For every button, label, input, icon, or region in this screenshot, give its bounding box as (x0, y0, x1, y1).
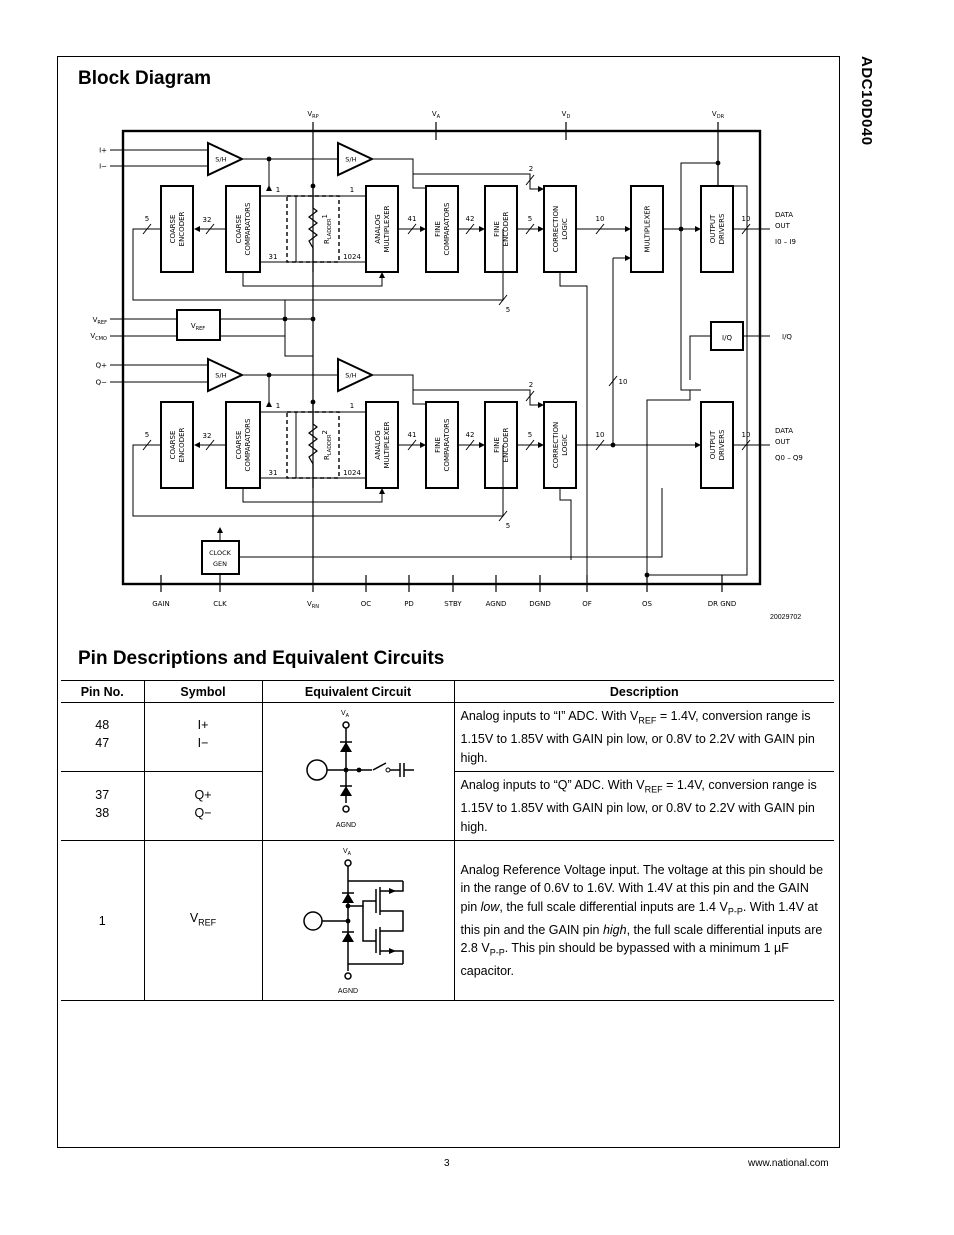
wire (690, 336, 711, 380)
input-pin (304, 912, 322, 930)
arrow-head (194, 442, 200, 448)
switch-contact (386, 768, 390, 772)
block-label: COARSE (234, 430, 243, 460)
table-header-row (61, 681, 834, 703)
wire (380, 927, 403, 931)
bus-width-label: 2 (528, 165, 534, 173)
wire (647, 390, 690, 575)
sh-label: S/H (345, 155, 357, 164)
equivalent-circuit-analog-input (262, 703, 454, 841)
top-pin-label: $V_D$ (561, 110, 571, 120)
top-pin-label: $V_A$ (431, 110, 441, 120)
arrow-head (217, 527, 223, 533)
junction-dot (356, 768, 361, 773)
header-pin-no: Pin No. (61, 681, 144, 703)
tap-label: 1 (275, 402, 281, 410)
ladder-label (321, 430, 333, 460)
block-label: MULTIPLEXER (382, 421, 391, 469)
block-label: LOGIC (560, 218, 569, 240)
data-out-label: DATA (775, 427, 794, 435)
bus-width-label: 10 (741, 215, 751, 223)
block-label: FINE (492, 221, 501, 237)
data-out-label: OUT (775, 438, 790, 446)
block-diagram-title: Block Diagram (78, 68, 212, 89)
vref-label: $V_{REF}$ (190, 322, 206, 332)
bottom-pin-label: DR GND (707, 600, 737, 608)
top-pin-label: $V_{RP}$ (307, 110, 319, 120)
bottom-pin-label: $V_{RN}$ (306, 600, 320, 610)
block-label: ANALOG (373, 214, 382, 244)
vref-circuit (263, 841, 454, 997)
bus-width-label: 5 (144, 431, 150, 439)
pin-number: 48 (95, 718, 110, 732)
equivalent-circuit-vref (262, 841, 454, 1001)
tap-label: 31 (268, 469, 278, 477)
pin-symbol: Q+ (194, 788, 212, 802)
coarse-encoder-label (169, 211, 186, 246)
iq-label: I/Q (722, 334, 732, 342)
bus-width-label: 10 (618, 378, 628, 386)
block-label: COMPARATORS (442, 202, 451, 256)
output-range-label: Q0 – Q9 (775, 454, 803, 462)
wire (363, 906, 376, 941)
arrow-head (389, 948, 396, 954)
supply-terminal (343, 722, 349, 728)
block-label: COARSE (168, 214, 177, 244)
junction-dot (343, 768, 348, 773)
bottom-pin-label: STBY (444, 600, 462, 608)
pin-number: 1 (98, 913, 106, 928)
bus-width-label: 10 (595, 215, 605, 223)
pin-description: Analog Reference Voltage input. The voltage at this pin should be in the range of 0.6V to 1.6V. With 1.4V at this pin and the GAIN pin low, the full scale differential inputs are 1.4 $V_{P-P}$. With 1.4V at this pin and the GAIN pin high, the full scale differential inputs are 2.8 $V_{P-P}$. This pin should be bypassed with a minimum 1 µF capacitor. (454, 841, 834, 1001)
bottom-pin-label: DGND (529, 600, 551, 608)
ground-terminal (343, 806, 349, 812)
pin-descriptions-title: Pin Descriptions and Equivalent Circuits (78, 648, 445, 669)
va-label: $V_A$ (342, 848, 351, 857)
figure-id: 20029702 (770, 614, 802, 621)
tap-label: 1 (275, 186, 281, 194)
pin-numbers (61, 703, 144, 772)
junction-dot (345, 904, 350, 909)
part-number-header: ADC10D040 (858, 56, 875, 146)
arrow-head (389, 888, 396, 894)
bus-width-label: 41 (407, 215, 417, 223)
bottom-pin-label: GAIN (152, 600, 170, 608)
clock-gen (202, 541, 239, 574)
arrow-head (266, 185, 272, 191)
bottom-pin-label: OF (582, 600, 592, 608)
bus-width-label: 32 (202, 216, 212, 224)
ground-terminal (345, 973, 351, 979)
bus-width-label: 10 (741, 431, 751, 439)
tap-label: 1 (349, 186, 355, 194)
diode (340, 786, 352, 796)
block-label: MULTIPLEXER (643, 205, 652, 253)
bus-width-label: 5 (527, 431, 533, 439)
block-label: DRIVERS (717, 213, 726, 245)
wire (380, 951, 403, 964)
multiplexer-label (643, 205, 651, 252)
supply-terminal (345, 860, 351, 866)
junction-dot (345, 919, 350, 924)
ladder-text: $R_{LADDER}2$ (321, 430, 333, 460)
va-label: $V_A$ (340, 710, 349, 719)
clock-gen-label: GEN (212, 560, 228, 568)
bottom-pin-label: PD (404, 600, 414, 608)
input-pin-label: Q− (95, 378, 107, 387)
block-label: FINE (433, 437, 442, 453)
pin-symbols (144, 703, 262, 772)
block-label: CORRECTION (551, 421, 560, 469)
page-number: 3 (444, 1158, 450, 1169)
data-out-label: DATA (775, 211, 794, 219)
coarse-encoder-label (169, 427, 186, 462)
pin-description: Analog inputs to “I” ADC. With $V_{REF} = 1.4V$, conversion range is 1.15V to 1.85V with GAIN pin low, or 0.8V to 2.2V with GAIN pin high. (454, 703, 834, 772)
table-row (61, 703, 834, 772)
output-drivers-label (709, 429, 726, 460)
bottom-pin-label: CLK (213, 600, 227, 608)
tap-label: 1024 (343, 253, 361, 261)
block-label: OUTPUT (708, 430, 717, 460)
pin-numbers (61, 841, 144, 1001)
input-pin (307, 760, 327, 780)
tap-label: 1 (349, 402, 355, 410)
diode (342, 932, 354, 942)
bus-width-label: 42 (465, 431, 475, 439)
tap-label: 1024 (343, 469, 361, 477)
ladder-text: $R_{LADDER}1$ (321, 214, 333, 244)
agnd-label: AGND (337, 988, 358, 995)
pin-description: Analog inputs to “Q” ADC. With $V_{REF} = 1.4V$, conversion range is 1.15V to 1.85V with GAIN pin low, or 0.8V to 2.2V with GAIN pin high. (454, 772, 834, 841)
bus-width-label: 5 (505, 306, 511, 314)
bus-width-label: 41 (407, 431, 417, 439)
sh-label: S/H (345, 371, 357, 380)
vref-block (177, 310, 220, 340)
block-label: FINE (433, 221, 442, 237)
data-out-label: OUT (775, 222, 790, 230)
pin-symbols (144, 772, 262, 841)
bottom-pin-label: OC (360, 600, 372, 608)
tap-label: 31 (268, 253, 278, 261)
top-pin-label: $V_{DR}$ (711, 110, 725, 120)
ladder-label (321, 214, 333, 244)
pin-number: 38 (95, 806, 110, 820)
footer-website: www.national.com (748, 1158, 829, 1169)
arrow-head (194, 226, 200, 232)
pin-symbol: Q− (194, 806, 212, 820)
bus-width-label: 5 (144, 215, 150, 223)
block-label: COMPARATORS (243, 202, 252, 256)
sh-label: S/H (215, 371, 227, 380)
bus-width-label: 2 (528, 381, 534, 389)
block-label: ENCODER (501, 427, 510, 463)
diode (342, 893, 354, 903)
block-label: COMPARATORS (243, 418, 252, 472)
bus-width-label: 5 (527, 215, 533, 223)
input-pin-label: I+ (99, 146, 107, 155)
block-label: ENCODER (177, 427, 186, 463)
block-label: COARSE (234, 214, 243, 244)
pin-symbols (144, 841, 262, 1001)
wire (560, 488, 571, 560)
pin-symbol: I− (197, 736, 209, 750)
bus-width-label: 32 (202, 432, 212, 440)
header-equivalent-circuit: Equivalent Circuit (262, 681, 454, 703)
bus-width-label: 10 (595, 431, 605, 439)
block-label: MULTIPLEXER (382, 205, 391, 253)
input-pin-label: $V_{REF}$ (92, 316, 107, 326)
block-diagram (80, 100, 803, 615)
header-symbol: Symbol (144, 681, 262, 703)
block-label: COARSE (168, 430, 177, 460)
pin-number: 37 (95, 788, 110, 802)
block-label: OUTPUT (708, 214, 717, 244)
bottom-pin-label: OS (642, 600, 652, 608)
bus-width-label: 5 (505, 522, 511, 530)
wire (239, 488, 662, 557)
table-row (61, 841, 834, 1001)
pin-symbol: $V_{REF}$ (189, 911, 217, 928)
input-pin-label: Q+ (95, 361, 107, 370)
input-pin-label: I− (99, 162, 107, 171)
header-description: Description (454, 681, 834, 703)
wire (285, 336, 313, 356)
block-label: LOGIC (560, 434, 569, 456)
block-label: ENCODER (501, 211, 510, 247)
bus-width-label: 42 (465, 215, 475, 223)
pin-numbers (61, 772, 144, 841)
block-label: CORRECTION (551, 205, 560, 253)
analog-input-circuit (263, 703, 454, 831)
block-label: FINE (492, 437, 501, 453)
wire (373, 763, 386, 770)
block-label: ANALOG (373, 430, 382, 460)
output-range-label: I0 – I9 (775, 238, 796, 246)
pin-number: 47 (95, 736, 110, 750)
iq-output-label: I/Q (782, 333, 792, 341)
sh-label: S/H (215, 155, 227, 164)
block-label: ENCODER (177, 211, 186, 247)
clock-gen-label: CLOCK (209, 549, 231, 557)
bottom-pin-label: AGND (485, 600, 507, 608)
output-drivers-label (709, 213, 726, 244)
input-pin-label: $V_{CMO}$ (90, 332, 107, 342)
junction-dot (716, 161, 721, 166)
wire (380, 911, 403, 927)
pin-descriptions-table (61, 680, 834, 1001)
agnd-label: AGND (335, 822, 356, 829)
pin-symbol: I+ (197, 718, 209, 732)
block-label: DRIVERS (717, 429, 726, 461)
block-label: COMPARATORS (442, 418, 451, 472)
diode (340, 742, 352, 752)
arrow-head (266, 401, 272, 407)
